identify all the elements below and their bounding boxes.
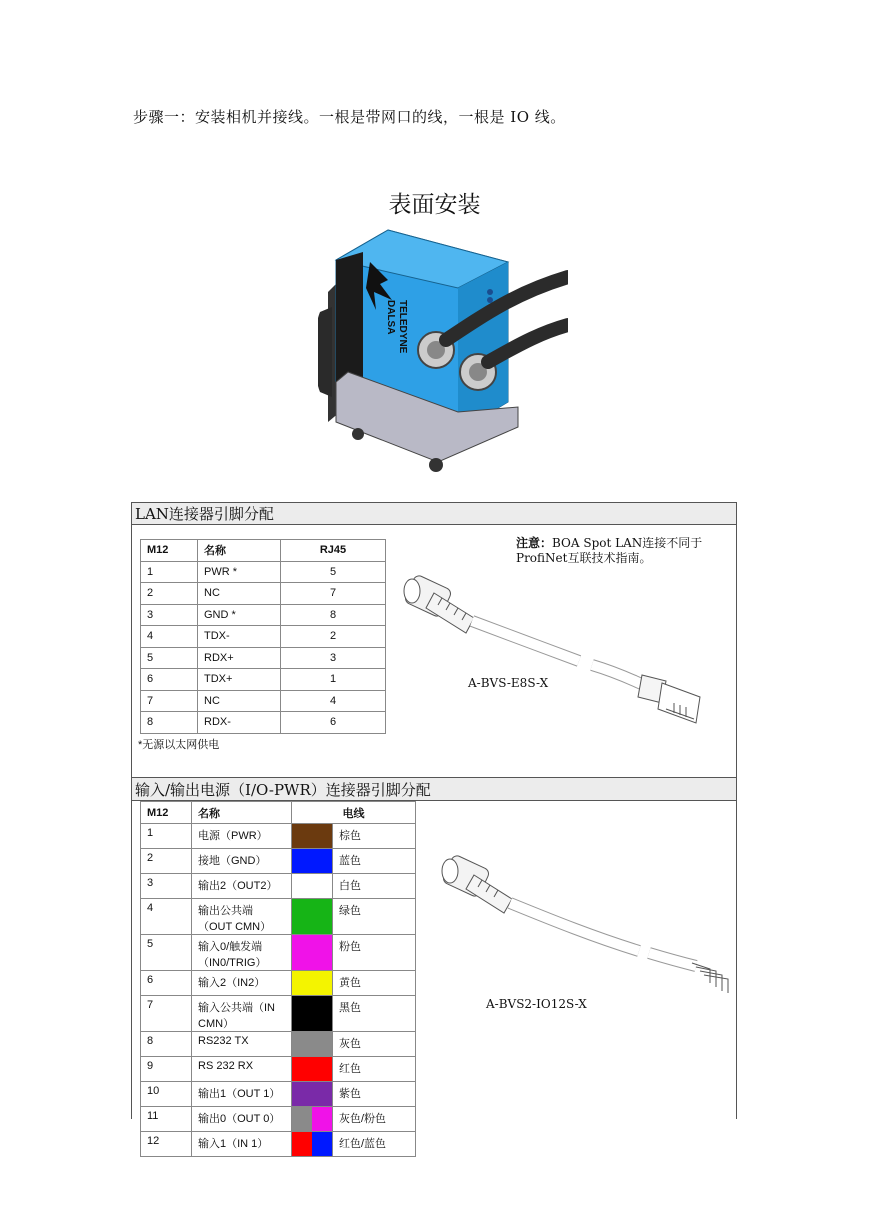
name-cell: RDX- [198, 712, 281, 734]
wire-color-swatch [292, 1082, 333, 1107]
io-cable-illustration [434, 853, 734, 1003]
pin-cell: 3 [141, 874, 192, 899]
wire-color-swatch [292, 899, 333, 935]
wire-color-label: 粉色 [333, 935, 416, 971]
pin-cell: 4 [141, 626, 198, 648]
table-row [141, 1057, 416, 1082]
pin-cell: 3 [141, 604, 198, 626]
camera-illustration [318, 222, 568, 482]
io-section-title: 输入/输出电源（I/O-PWR）连接器引脚分配 [132, 777, 736, 801]
table-row [141, 1032, 416, 1057]
wire-color-swatch [292, 971, 333, 996]
wire-color-swatch [292, 874, 333, 899]
table-row [141, 899, 416, 935]
table-row [141, 1107, 416, 1132]
table-row [141, 1132, 416, 1157]
name-cell: GND * [198, 604, 281, 626]
pin-cell: 4 [141, 899, 192, 935]
svg-text:DALSA: DALSA [385, 300, 396, 335]
name-cell: 输出0（OUT 0） [192, 1107, 292, 1132]
table-row [141, 669, 386, 691]
wire-color-swatch [292, 824, 333, 849]
table-header-row [141, 540, 386, 562]
name-cell: NC [198, 583, 281, 605]
column-header: M12 [141, 540, 198, 562]
table-row [141, 935, 416, 971]
pin-cell: 2 [141, 849, 192, 874]
wire-color-label: 紫色 [333, 1082, 416, 1107]
pin-cell: 5 [141, 647, 198, 669]
name-cell: NC [198, 690, 281, 712]
name-cell: 输入公共端（IN CMN） [192, 996, 292, 1032]
pin-cell: 10 [141, 1082, 192, 1107]
name-cell: 电源（PWR） [192, 824, 292, 849]
wire-color-label: 红色/蓝色 [333, 1132, 416, 1157]
table-row [141, 1082, 416, 1107]
pin-cell: 7 [141, 996, 192, 1032]
lan-pin-table [140, 539, 386, 734]
name-cell: 输入1（IN 1） [192, 1132, 292, 1157]
name-cell: 输出1（OUT 1） [192, 1082, 292, 1107]
pin-cell: 9 [141, 1057, 192, 1082]
rj45-cell: 4 [281, 690, 386, 712]
name-cell: 输出公共端（OUT CMN） [192, 899, 292, 935]
note-label: 注意： [516, 536, 553, 550]
wire-color-label: 棕色 [333, 824, 416, 849]
pinout-spec-panel [131, 502, 737, 1150]
name-cell: 接地（GND） [192, 849, 292, 874]
lan-cable-illustration [394, 573, 714, 743]
wire-color-swatch [292, 1107, 333, 1132]
pin-cell: 8 [141, 712, 198, 734]
name-cell: 输出2（OUT2） [192, 874, 292, 899]
pin-cell: 12 [141, 1132, 192, 1157]
table-row [141, 712, 386, 734]
column-header: 电线 [292, 802, 416, 824]
column-header: RJ45 [281, 540, 386, 562]
rj45-cell: 6 [281, 712, 386, 734]
pin-cell: 7 [141, 690, 198, 712]
wire-color-swatch [292, 1057, 333, 1082]
table-row [141, 971, 416, 996]
rj45-cell: 7 [281, 583, 386, 605]
table-row [141, 561, 386, 583]
table-row [141, 626, 386, 648]
io-pin-table [140, 801, 416, 1157]
column-header: 名称 [198, 540, 281, 562]
name-cell: RS232 TX [192, 1032, 292, 1057]
wire-color-label: 灰色/粉色 [333, 1107, 416, 1132]
table-row [141, 647, 386, 669]
name-cell: RDX+ [198, 647, 281, 669]
camera-brand-text: TELEDYNE [397, 300, 408, 354]
pin-cell: 1 [141, 561, 198, 583]
step-instruction: 步骤一：安装相机并接线。一根是带网口的线，一根是 IO 线。 [133, 108, 566, 126]
pin-cell: 6 [141, 971, 192, 996]
wire-color-label: 红色 [333, 1057, 416, 1082]
wire-color-label: 蓝色 [333, 849, 416, 874]
table-row [141, 604, 386, 626]
rj45-cell: 2 [281, 626, 386, 648]
rj45-cell: 3 [281, 647, 386, 669]
figure-title: 表面安装 [388, 192, 481, 218]
wire-color-label: 黄色 [333, 971, 416, 996]
table-row [141, 690, 386, 712]
table-row [141, 849, 416, 874]
table-row [141, 874, 416, 899]
note-text: BOA Spot LAN连接不同于 [552, 536, 703, 550]
wire-color-swatch [292, 1132, 333, 1157]
wire-color-label: 灰色 [333, 1032, 416, 1057]
column-header: 名称 [192, 802, 292, 824]
pin-cell: 5 [141, 935, 192, 971]
table-row [141, 996, 416, 1032]
lan-section-title: LAN连接器引脚分配 [132, 503, 736, 525]
table-row [141, 583, 386, 605]
wire-color-swatch [292, 935, 333, 971]
lan-note [516, 536, 702, 566]
column-header: M12 [141, 802, 192, 824]
table-row [141, 824, 416, 849]
io-cable-model: A-BVS2-IO12S-X [486, 997, 587, 1011]
pin-cell: 2 [141, 583, 198, 605]
lan-footnote: *无源以太网供电 [138, 739, 220, 751]
pin-cell: 1 [141, 824, 192, 849]
wire-color-label: 白色 [333, 874, 416, 899]
name-cell: TDX- [198, 626, 281, 648]
wire-color-label: 黑色 [333, 996, 416, 1032]
pin-cell: 11 [141, 1107, 192, 1132]
name-cell: TDX+ [198, 669, 281, 691]
name-cell: RS 232 RX [192, 1057, 292, 1082]
name-cell: 输入0/触发端（IN0/TRIG） [192, 935, 292, 971]
wire-color-swatch [292, 1032, 333, 1057]
rj45-cell: 8 [281, 604, 386, 626]
note-text-line2: ProfiNet互联技术指南。 [516, 551, 652, 565]
name-cell: 输入2（IN2） [192, 971, 292, 996]
lan-cable-model: A-BVS-E8S-X [468, 676, 549, 690]
rj45-cell: 1 [281, 669, 386, 691]
rj45-cell: 5 [281, 561, 386, 583]
wire-color-label: 绿色 [333, 899, 416, 935]
wire-color-swatch [292, 849, 333, 874]
pin-cell: 6 [141, 669, 198, 691]
name-cell: PWR * [198, 561, 281, 583]
wire-color-swatch [292, 996, 333, 1032]
table-header-row [141, 802, 416, 824]
pin-cell: 8 [141, 1032, 192, 1057]
